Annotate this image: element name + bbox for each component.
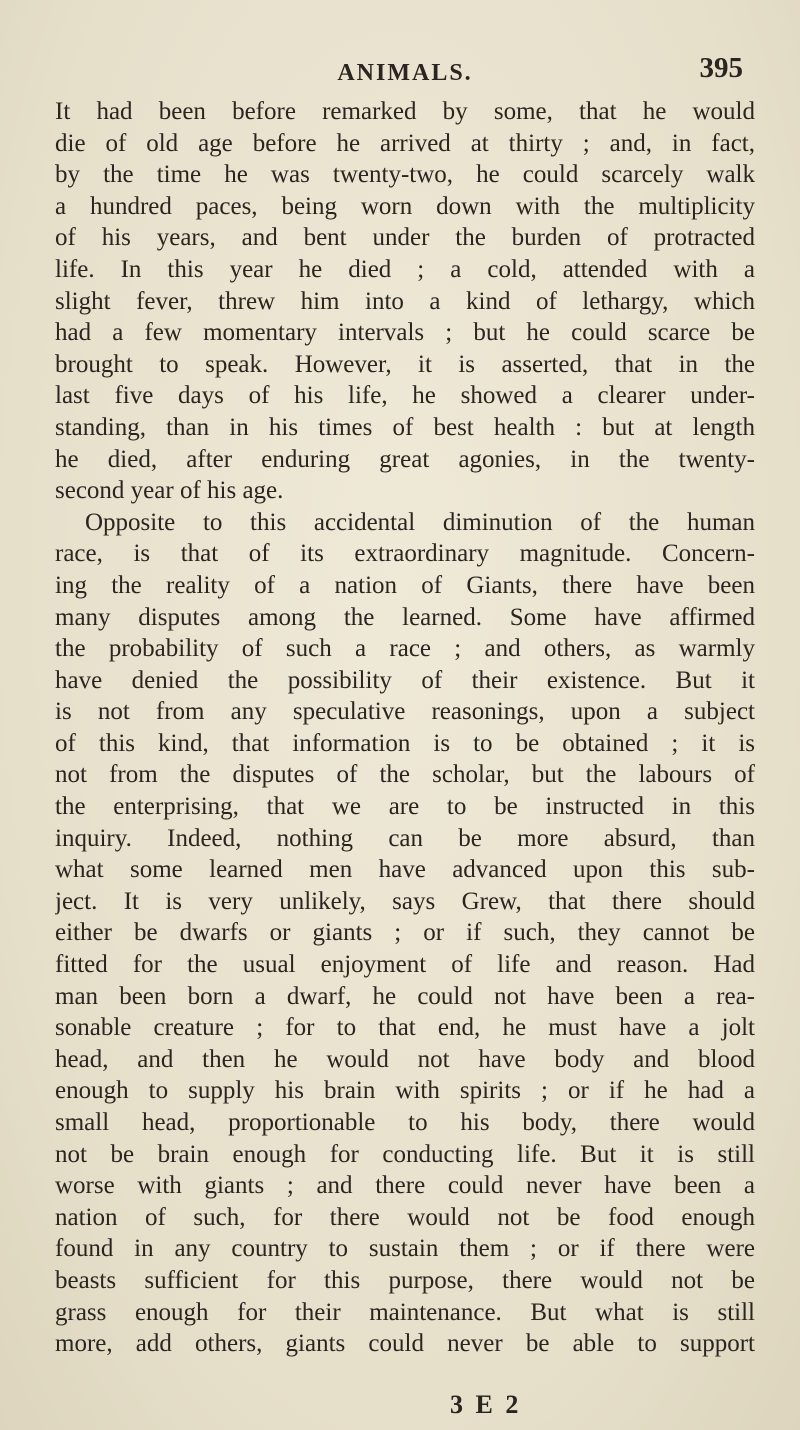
text-line: enough to supply his brain with spirits ; or if he had a: [55, 1077, 755, 1105]
paragraph: [55, 507, 755, 1360]
text-line: ject. It is very unlikely, says Grew, that there should: [55, 887, 755, 915]
text-line: of his years, and bent under the burden of protracted: [55, 224, 755, 252]
text-line: either be dwarfs or giants ; or if such, they cannot be: [55, 919, 755, 947]
text-line: slight fever, threw him into a kind of lethargy, which: [55, 287, 755, 315]
text-line: ing the reality of a nation of Giants, there have been: [55, 571, 755, 599]
text-line: had a few momentary intervals ; but he could scarce be: [55, 319, 755, 347]
text-line: not be brain enough for conducting life. But it is still: [55, 1140, 755, 1168]
text-line: what some learned men have advanced upon this sub-: [55, 856, 755, 884]
running-title: ANIMALS.: [337, 60, 473, 86]
text-line: life. In this year he died ; a cold, attended with a: [55, 255, 755, 283]
text-line: many disputes among the learned. Some have affirmed: [55, 603, 755, 631]
text-line: race, is that of its extraordinary magnitude. Concern-: [55, 540, 755, 568]
page-number: 395: [699, 52, 743, 84]
text-line: beasts sufficient for this purpose, there would not be: [55, 1266, 755, 1294]
text-line: he died, after enduring great agonies, in the twenty-: [55, 445, 755, 473]
text-line: Opposite to this accidental diminution of the human: [85, 508, 755, 536]
signature-mark: 3 E 2: [450, 1390, 522, 1419]
text-line: is not from any speculative reasonings, upon a subject: [55, 698, 755, 726]
text-line: the enterprising, that we are to be instructed in this: [55, 793, 755, 821]
text-line: more, add others, giants could never be able to support: [55, 1330, 755, 1358]
text-line: grass enough for their maintenance. But what is still: [55, 1298, 755, 1326]
text-line: die of old age before he arrived at thirty ; and, in fact,: [55, 129, 755, 157]
text-line: not from the disputes of the scholar, but the labours of: [55, 761, 755, 789]
text-line: the probability of such a race ; and others, as warmly: [55, 635, 755, 663]
text-line: have denied the possibility of their existence. But it: [55, 666, 755, 694]
paragraph: [55, 96, 755, 507]
text-line: by the time he was twenty-two, he could scarcely walk: [55, 161, 755, 189]
text-line: found in any country to sustain them ; or if there were: [55, 1235, 755, 1263]
text-line: last five days of his life, he showed a clearer under-: [55, 382, 755, 410]
text-line: small head, proportionable to his body, there would: [55, 1109, 755, 1136]
running-head: [55, 52, 755, 92]
text-line: fitted for the usual enjoyment of life and reason. Had: [55, 951, 755, 979]
text-line: sonable creature ; for to that end, he must have a jolt: [55, 1014, 755, 1042]
text-line: second year of his age.: [55, 477, 284, 505]
text-line: It had been before remarked by some, that he would: [55, 98, 755, 125]
text-line: worse with giants ; and there could never have been a: [55, 1172, 755, 1200]
text-line: brought to speak. However, it is asserted, that in the: [55, 350, 755, 378]
text-line: nation of such, for there would not be food enough: [55, 1203, 755, 1231]
text-line: of this kind, that information is to be obtained ; it is: [55, 729, 755, 757]
text-line: inquiry. Indeed, nothing can be more absurd, than: [55, 824, 755, 852]
text-line: a hundred paces, being worn down with the multiplicity: [55, 192, 755, 220]
text-line: man been born a dwarf, he could not have been a rea-: [55, 982, 755, 1010]
body-text: [55, 96, 755, 1360]
text-line: standing, than in his times of best health : but at length: [55, 413, 755, 441]
text-line: head, and then he would not have body and blood: [55, 1045, 755, 1073]
